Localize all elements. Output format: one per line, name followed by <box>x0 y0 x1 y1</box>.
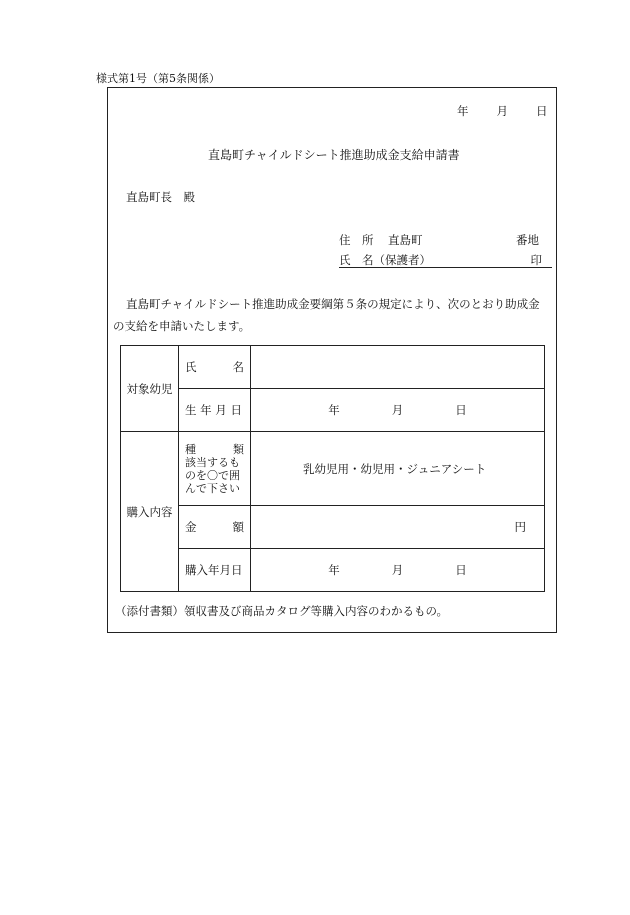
child-name-field[interactable] <box>251 346 545 389</box>
amount-field[interactable] <box>251 506 545 549</box>
type-note-1: 該当するも <box>185 455 240 469</box>
date-month: 月 <box>496 104 508 118</box>
child-name-label-first: 氏 <box>185 360 197 374</box>
purchase-date-field[interactable] <box>251 549 545 592</box>
type-label-second: 類 <box>233 442 244 456</box>
name-label: 氏 名（保護者） <box>339 253 431 267</box>
address-town: 直島町 <box>388 233 423 247</box>
body-text-line1: 直島町チャイルドシート推進助成金要綱第５条の規定により、次のとおり助成金 <box>126 297 540 311</box>
date-year: 年 <box>457 104 469 118</box>
purchase-date-label: 購入年月日 <box>179 549 251 592</box>
child-name-label-cell <box>179 346 251 389</box>
type-label-cell <box>179 432 251 506</box>
purchase-year: 年 <box>328 563 340 577</box>
birth-day: 日 <box>455 403 467 417</box>
birth-month: 月 <box>391 403 404 417</box>
application-table <box>120 345 545 592</box>
purchase-day: 日 <box>455 563 467 577</box>
birth-date-label: 生 年 月 日 <box>179 389 251 432</box>
address-banchi: 番地 <box>516 233 539 247</box>
type-options-cell[interactable] <box>251 432 545 506</box>
amount-unit: 円 <box>514 520 526 534</box>
birth-year: 年 <box>328 403 340 417</box>
applicant-name-row <box>339 252 552 268</box>
type-label-first: 種 <box>185 442 196 456</box>
type-note-2: のを〇で囲 <box>185 468 240 482</box>
purchase-month: 月 <box>391 563 404 577</box>
amount-label-first: 金 <box>185 520 197 534</box>
type-options: 乳幼児用・幼児用・ジュニアシート <box>303 461 487 476</box>
birth-date-field[interactable] <box>251 389 545 432</box>
child-name-label-second: 名 <box>232 360 244 374</box>
amount-label-cell <box>179 506 251 549</box>
document-title: 直島町チャイルドシート推進助成金支給申請書 <box>208 148 460 162</box>
addressee: 直島町長 殿 <box>126 190 195 204</box>
seal-mark: 印 <box>530 253 542 267</box>
address-label: 住 所 <box>339 233 374 247</box>
attachments-note: （添付書類）領収書及び商品カタログ等購入内容のわかるもの。 <box>115 604 449 618</box>
body-text-line2: の支給を申請いたします。 <box>113 319 251 333</box>
application-date <box>457 103 548 119</box>
form-number: 様式第1号（第5条関係） <box>96 72 220 85</box>
amount-label-second: 額 <box>232 520 244 534</box>
date-day: 日 <box>536 104 548 118</box>
purchase-category-cell: 購入内容 <box>121 432 179 592</box>
child-category-cell: 対象幼児 <box>121 346 179 432</box>
type-note-3: んで下さい <box>185 481 240 495</box>
